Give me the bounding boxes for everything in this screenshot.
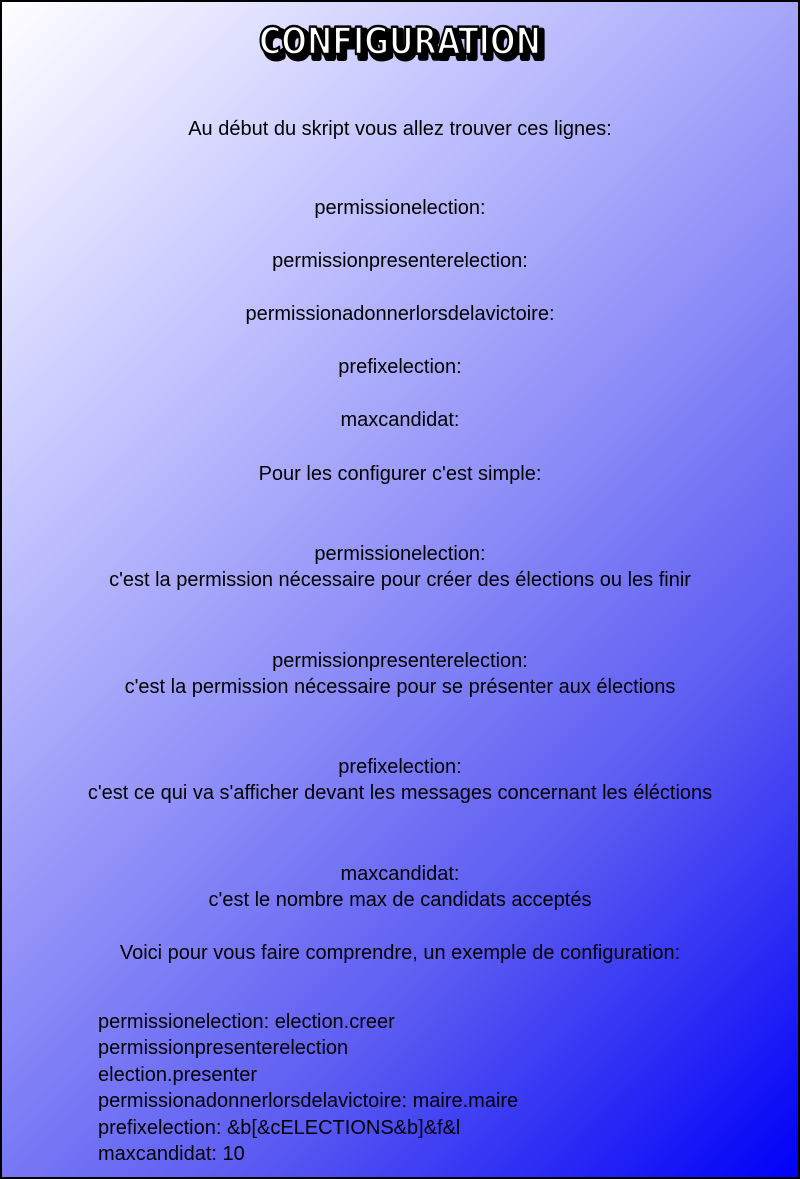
example-line: permissionadonnerlorsdelavictoire: maire.maire — [98, 1090, 519, 1113]
example-intro: Voici pour vous faire comprendre, un exemple de configuration: — [119, 942, 681, 964]
example-line: permissionpresenterelection — [98, 1037, 349, 1060]
explanation-key: permissionelection: — [314, 543, 486, 565]
option-permissionelection: permissionelection: — [314, 197, 486, 219]
explanation-key: maxcandidat: — [340, 863, 460, 885]
option-maxcandidat: maxcandidat: — [340, 409, 460, 431]
example-config-block — [98, 1009, 518, 1167]
example-line: permissionelection: election.creer — [98, 1011, 395, 1033]
example-line: election.presenter — [98, 1063, 257, 1086]
option-permissionpresenterelection: permissionpresenterelection: — [272, 250, 528, 272]
explanation-desc: c'est la permission nécessaire pour créer des élections ou les finir — [109, 569, 691, 591]
explanation-key: permissionpresenterelection: — [272, 650, 528, 672]
title-text: CONFIGURATION — [259, 20, 541, 63]
intro-text: Au début du skript vous allez trouver ces lignes: — [188, 118, 612, 140]
explanation-key: prefixelection: — [338, 756, 462, 778]
explanation-desc: c'est le nombre max de candidats acceptés — [208, 889, 592, 911]
title-shadow: CONFIGURATION — [263, 24, 545, 67]
option-permissionadonnerlorsdelavictoire: permissionadonnerlorsdelavictoire: — [245, 303, 555, 325]
option-prefixelection: prefixelection: — [338, 356, 462, 378]
example-line: maxcandidat: 10 — [98, 1143, 245, 1166]
explanation-desc: c'est la permission nécessaire pour se présenter aux élections — [124, 676, 676, 698]
title-graphic — [250, 18, 550, 72]
explanation-desc: c'est ce qui va s'afficher devant les messages concernant les éléctions — [87, 782, 713, 804]
page-title — [2, 18, 798, 77]
configure-intro: Pour les configurer c'est simple: — [258, 463, 542, 485]
example-line: prefixelection: &b[&cELECTIONS&b]&f&l — [98, 1116, 461, 1139]
